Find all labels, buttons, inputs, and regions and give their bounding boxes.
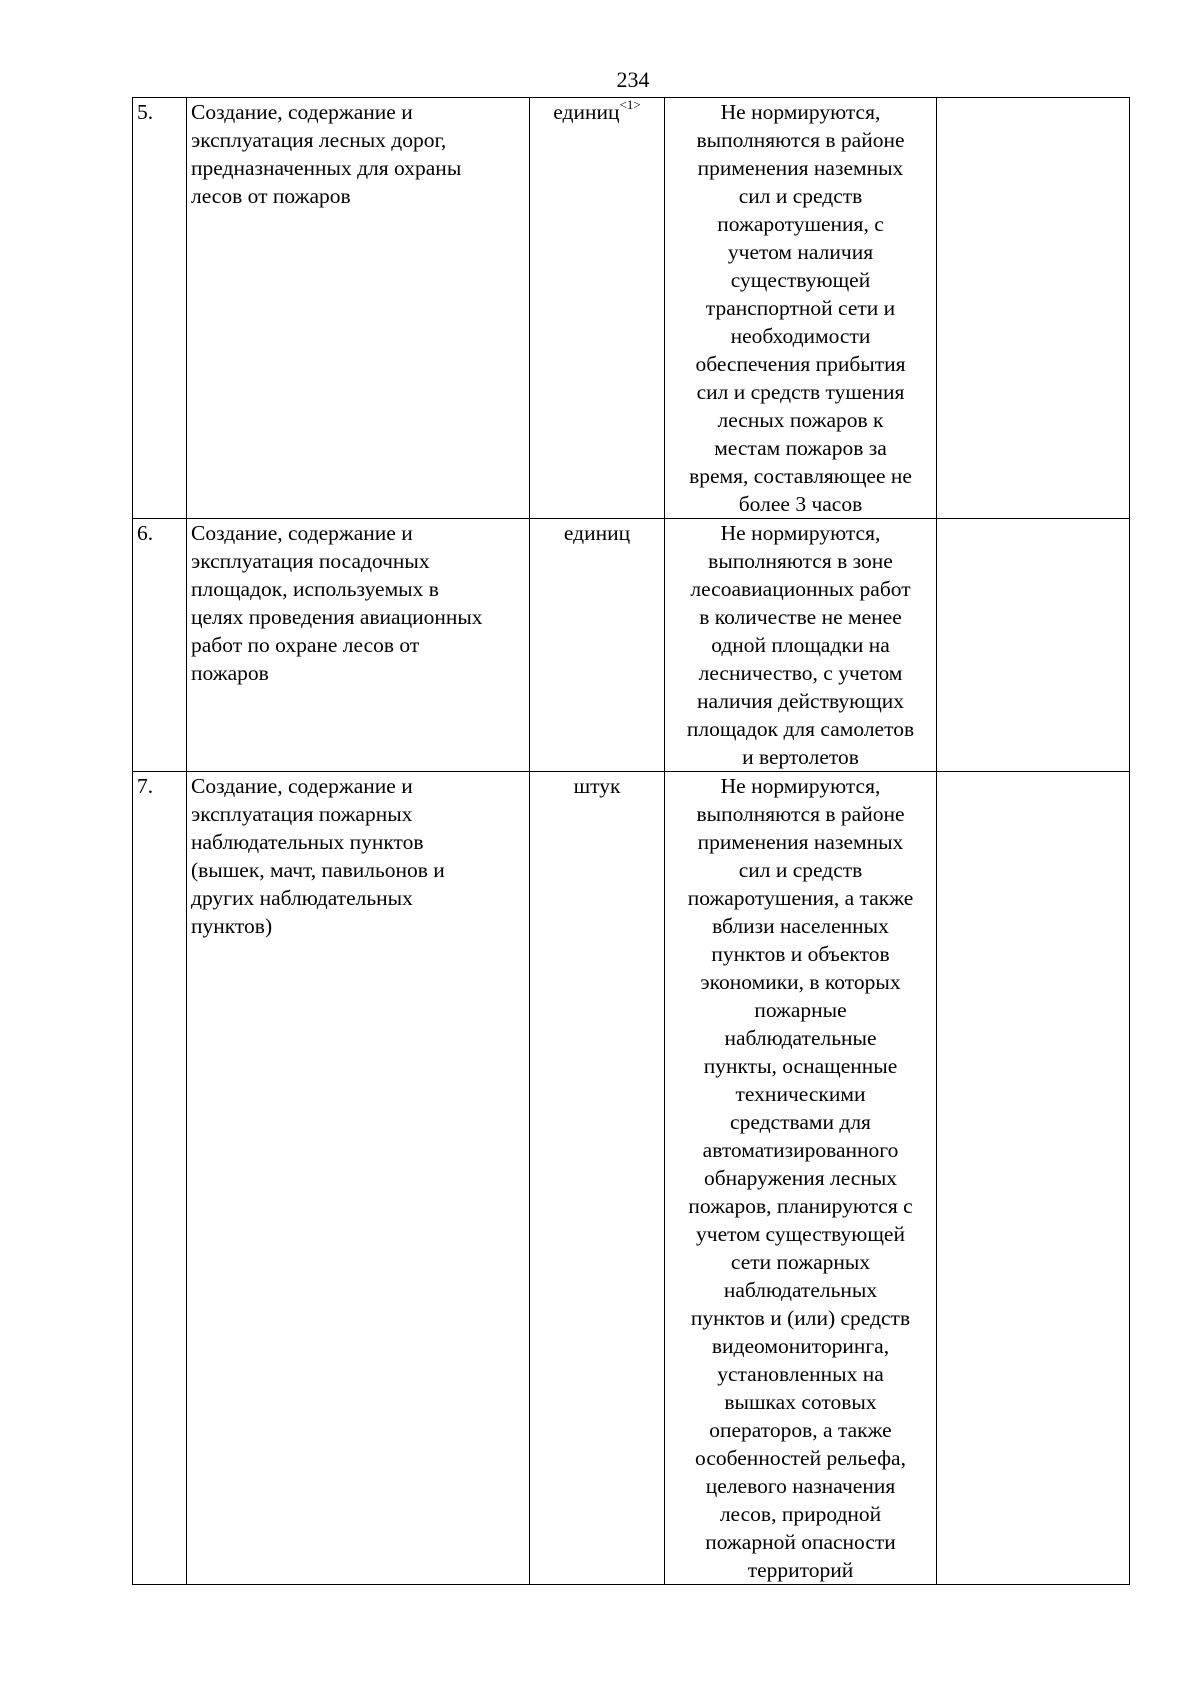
norm-line: установленных на (717, 1362, 884, 1386)
table-row (133, 98, 1130, 519)
norm-line: учетом существующей (696, 1222, 905, 1246)
activity-name-line: пунктов) (191, 914, 273, 938)
norm-line: видеомониторинга, (711, 1334, 890, 1358)
norm-line: выполняются в зоне (708, 549, 893, 573)
norm-line: автоматизированного (702, 1138, 899, 1162)
footnote-marker: <1> (619, 96, 641, 112)
norm-line: транспортной сети и (705, 296, 896, 320)
unit-cell (530, 519, 665, 772)
activity-name-line: Создание, содержание и (191, 521, 413, 545)
norm-line: пункты, оснащенные (703, 1054, 898, 1078)
norm-cell (665, 519, 937, 772)
norm-line: средствами для (730, 1110, 871, 1134)
activity-name-line: пожаров (191, 661, 269, 685)
norm-line: пожарной опасности (705, 1530, 896, 1554)
norm-line: сил и средств (738, 184, 863, 208)
norm-line: наблюдательных (723, 1278, 878, 1302)
norm-line: вблизи населенных (712, 914, 889, 938)
table-row (133, 519, 1130, 772)
activity-name-line: эксплуатация посадочных (191, 549, 430, 573)
norm-line: сети пожарных (730, 1250, 871, 1274)
norm-line: Не нормируются, (720, 100, 881, 124)
norm-line: Не нормируются, (720, 521, 881, 545)
activity-name-line: Создание, содержание и (191, 100, 413, 124)
norm-line: сил и средств тушения (696, 380, 905, 404)
norm-line: одной площадки на (711, 633, 890, 657)
norm-line: учетом наличия (727, 240, 874, 264)
norm-line: лесничество, с учетом (698, 661, 903, 685)
unit-text: штук (573, 774, 621, 798)
activity-name-line: Создание, содержание и (191, 774, 413, 798)
norm-cell (665, 98, 937, 519)
table-row (133, 772, 1130, 1585)
activity-name-line: других наблюдательных (191, 886, 413, 910)
unit-cell (530, 98, 665, 519)
norm-line: обнаружения лесных (703, 1166, 898, 1190)
norm-line: лесов, природной (719, 1502, 882, 1526)
norm-line: площадок для самолетов (686, 717, 915, 741)
activity-name-line: лесов от пожаров (191, 184, 351, 208)
norm-line: выполняются в районе (696, 128, 905, 152)
activity-name-cell (187, 772, 530, 1585)
row-number-cell (133, 519, 187, 772)
row-number: 5. (137, 100, 154, 124)
norm-line: лесных пожаров к (717, 408, 884, 432)
norm-line: пожарные (754, 998, 847, 1022)
norm-line: местам пожаров за (714, 436, 887, 460)
norm-line: Не нормируются, (720, 774, 881, 798)
unit-cell (530, 772, 665, 1585)
norm-line: экономики, в которых (700, 970, 901, 994)
norm-line: наблюдательные (724, 1026, 877, 1050)
norm-line: необходимости (730, 324, 871, 348)
row-number: 6. (137, 521, 154, 545)
norm-line: в количестве не менее (699, 605, 902, 629)
row-number-cell (133, 772, 187, 1585)
norm-line: пожаротушения, а также (687, 886, 914, 910)
activity-name-line: эксплуатация лесных дорог, (191, 128, 447, 152)
norm-line: пунктов и объектов (711, 942, 890, 966)
norm-line: особенностей рельефа, (695, 1446, 906, 1470)
activity-name-line: предназначенных для охраны (191, 156, 462, 180)
activity-name-line: площадок, используемых в (191, 577, 439, 601)
norm-line: и вертолетов (742, 745, 859, 769)
norm-line: операторов, а также (709, 1418, 892, 1442)
measures-table (132, 97, 1130, 1585)
table-body (133, 98, 1130, 1585)
norm-line: пожаров, планируются с (688, 1194, 913, 1218)
empty-cell (937, 519, 1130, 772)
norm-line: вышках сотовых (724, 1390, 877, 1414)
empty-cell (937, 98, 1130, 519)
unit-text: единиц (563, 521, 631, 545)
norm-line: применения наземных (697, 830, 904, 854)
activity-name-cell (187, 98, 530, 519)
activity-name-cell (187, 519, 530, 772)
empty-cell (937, 772, 1130, 1585)
activity-name-line: наблюдательных пунктов (191, 830, 424, 854)
norm-line: целевого назначения (705, 1474, 896, 1498)
unit-text: единиц (553, 100, 620, 124)
norm-line: время, составляющее не (689, 464, 912, 488)
norm-line: выполняются в районе (696, 802, 905, 826)
norm-line: лесоавиационных работ (690, 577, 911, 601)
norm-cell (665, 772, 937, 1585)
norm-line: техническими (735, 1082, 866, 1106)
norm-line: пожаротушения, с (717, 212, 884, 236)
activity-name-line: (вышек, мачт, павильонов и (191, 858, 445, 882)
page-number: 234 (616, 67, 650, 92)
norm-line: территорий (747, 1558, 854, 1582)
norm-line: существующей (730, 268, 871, 292)
norm-line: наличия действующих (696, 689, 905, 713)
row-number: 7. (137, 774, 154, 798)
row-number-cell (133, 98, 187, 519)
activity-name-line: работ по охране лесов от (191, 633, 420, 657)
activity-name-line: эксплуатация пожарных (191, 802, 413, 826)
norm-line: сил и средств (738, 858, 863, 882)
activity-name-line: целях проведения авиационных (191, 605, 483, 629)
norm-line: применения наземных (697, 156, 904, 180)
norm-line: пунктов и (или) средств (690, 1306, 911, 1330)
norm-line: более 3 часов (738, 492, 863, 516)
norm-line: обеспечения прибытия (695, 352, 906, 376)
